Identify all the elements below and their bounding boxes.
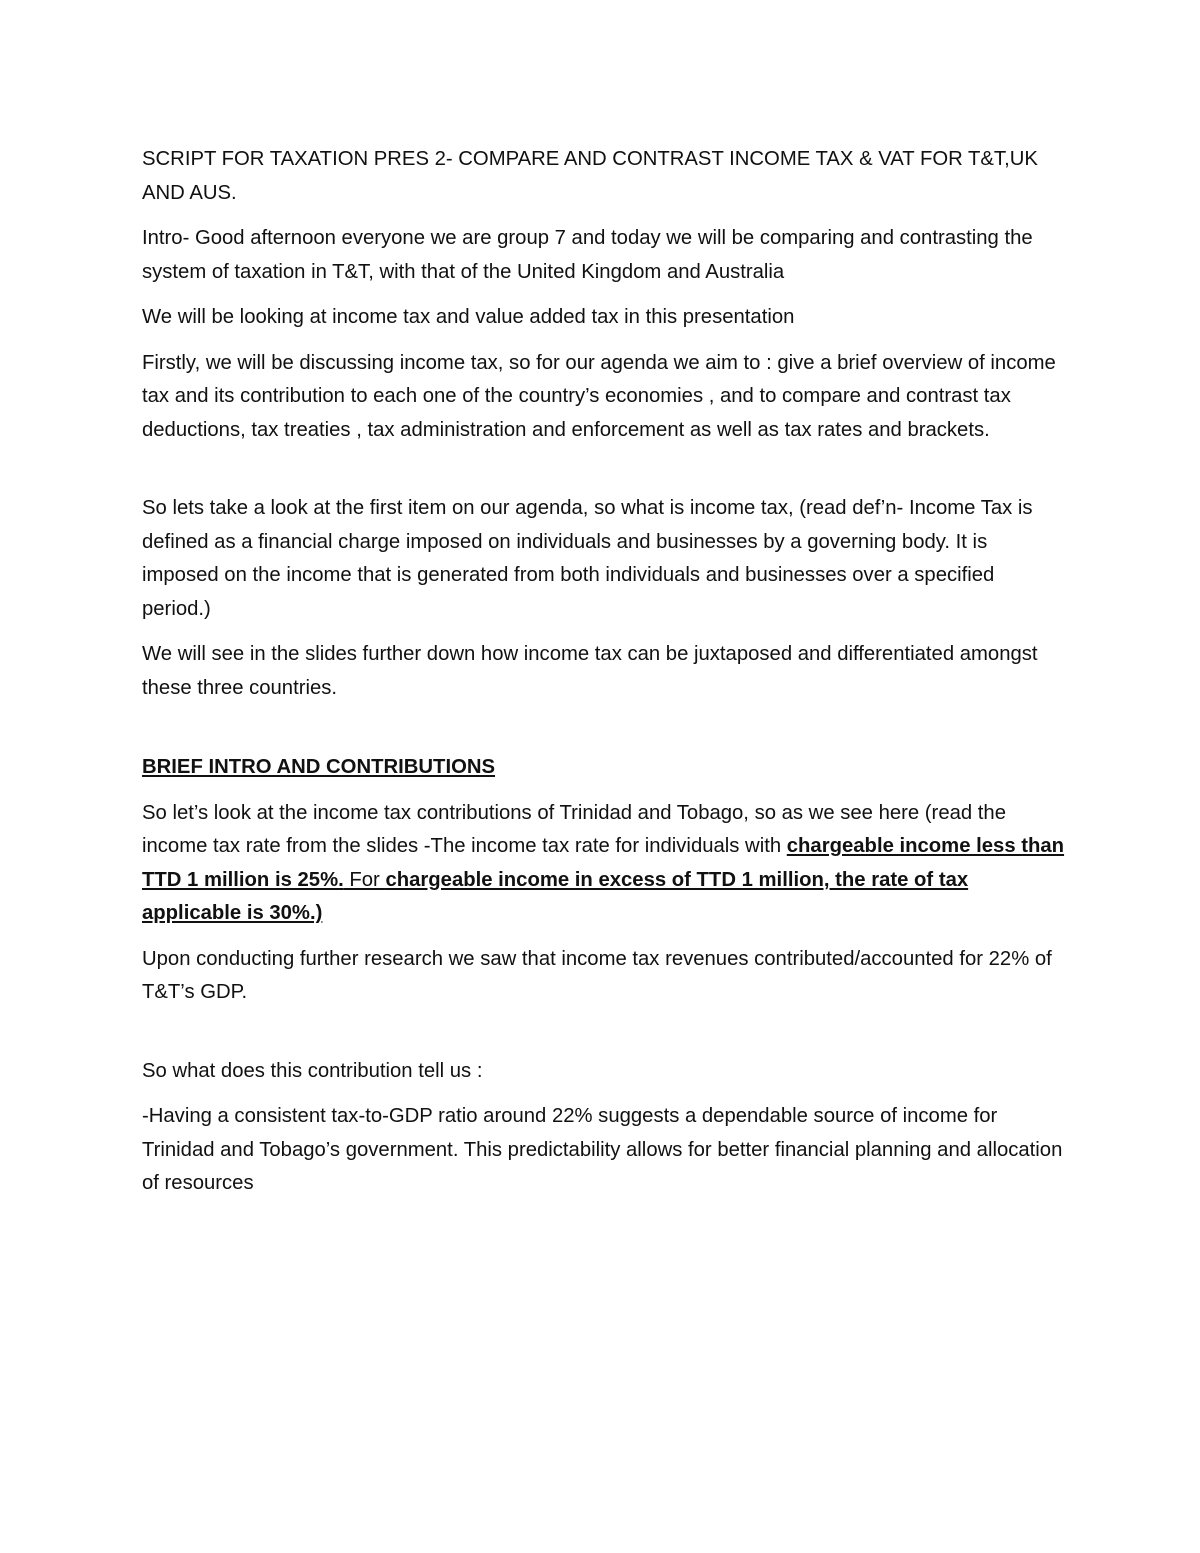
point-paragraph: -Having a consistent tax-to-GDP ratio around 22% suggests a dependable source of income for Trinidad and Tobago’s government. This predictability allows for better financial planning and allocation of resources bbox=[142, 1105, 1063, 1194]
document-title: SCRIPT FOR TAXATION PRES 2- COMPARE AND CONTRAST INCOME TAX & VAT FOR T&T,UK AND AUS. bbox=[142, 148, 1038, 204]
research-paragraph: Upon conducting further research we saw that income tax revenues contributed/accounted for 22% of T&T’s GDP. bbox=[142, 947, 1052, 1003]
rate-low-text: chargeable income less than TTD 1 million is 25%. bbox=[142, 835, 1065, 891]
rate-high-text: chargeable income in excess of TTD 1 million, the rate of tax applicable is 30%.) bbox=[142, 868, 969, 924]
scope-paragraph: We will be looking at income tax and value added tax in this presentation bbox=[142, 306, 795, 328]
document-body bbox=[142, 143, 1067, 1201]
agenda-paragraph: Firstly, we will be discussing income tax, so for our agenda we aim to : give a brief overview of income tax and its contribution to each one of the country’s economies , and to compare and contrast tax deductions, tax treaties , tax administration and enforcement as well as tax rates and brackets. bbox=[142, 351, 1056, 441]
contributions-lead: So let’s look at the income tax contributions of Trinidad and Tobago, so as we see here (read the income tax rate from the slides -The income tax rate for individuals with bbox=[142, 801, 1006, 857]
contributions-mid: For bbox=[343, 868, 386, 891]
juxtapose-paragraph: We will see in the slides further down how income tax can be juxtaposed and differentiated amongst these three countries. bbox=[142, 643, 1038, 699]
contributions-paragraph bbox=[142, 797, 1067, 931]
intro-paragraph: Intro- Good afternoon everyone we are group 7 and today we will be comparing and contrasting the system of taxation in T&T, with that of the United Kingdom and Australia bbox=[142, 227, 1033, 283]
section-heading: BRIEF INTRO AND CONTRIBUTIONS bbox=[142, 756, 496, 778]
definition-paragraph: So lets take a look at the first item on our agenda, so what is income tax, (read def’n- Income Tax is defined as a financial charge imposed on individuals and businesses by a governing body. It is imposed on the income that is generated from both individuals and businesses over a specified period.) bbox=[142, 497, 1033, 620]
question-paragraph: So what does this contribution tell us : bbox=[142, 1059, 483, 1082]
